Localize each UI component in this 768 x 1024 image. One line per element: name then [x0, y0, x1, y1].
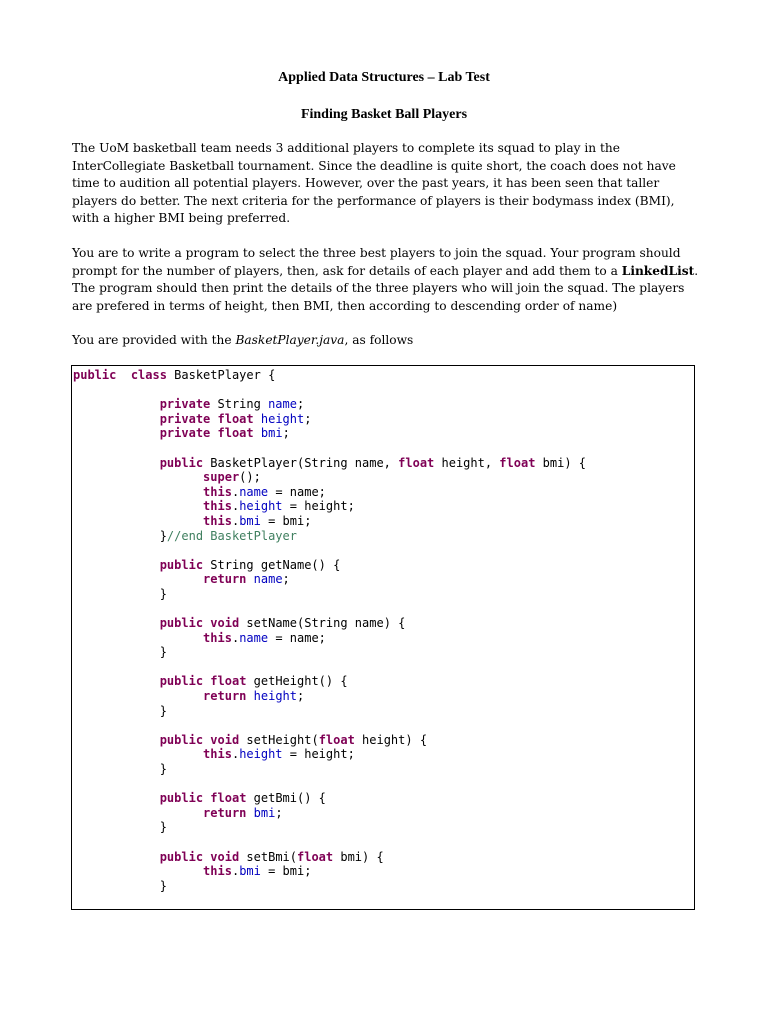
code-text: = bmi;	[260, 864, 312, 879]
code-comment: //end BasketPlayer	[166, 528, 297, 543]
code-text: setHeight(	[239, 732, 319, 747]
code-line	[73, 558, 586, 573]
code-keyword: private	[159, 397, 211, 412]
document-title: Applied Data Structures – Lab Test	[278, 70, 490, 85]
code-line	[73, 645, 586, 660]
code-text: }	[73, 645, 167, 660]
code-text: ;	[282, 572, 290, 587]
code-keyword: return	[203, 572, 247, 587]
code-keyword: float	[499, 455, 536, 470]
code-line	[73, 777, 586, 792]
code-line	[73, 660, 586, 675]
provided-file-name: BasketPlayer.java	[235, 333, 345, 347]
code-text	[73, 747, 203, 761]
code-keyword: return	[203, 689, 247, 704]
code-keyword: private	[159, 411, 211, 426]
code-text: bmi) {	[333, 849, 384, 864]
code-field: bmi	[239, 513, 261, 528]
code-text	[73, 572, 203, 586]
code-text	[73, 470, 203, 484]
code-text: ;	[275, 805, 283, 820]
code-line	[73, 499, 586, 514]
code-text: ;	[304, 411, 312, 426]
code-text	[73, 485, 203, 499]
task-paragraph-text-1: You are to write a program to select the three best players to join the squad. Your program should prompt for the number of players, then, ask for details of each player and add them to a	[72, 246, 681, 278]
code-field: height	[239, 747, 283, 762]
code-text: setBmi(	[239, 849, 297, 864]
code-line	[73, 485, 586, 500]
code-line	[73, 514, 586, 529]
code-text	[73, 689, 203, 703]
code-line	[73, 674, 586, 689]
code-text	[73, 733, 160, 747]
code-line	[73, 426, 586, 441]
code-text: }	[73, 878, 167, 893]
code-text	[73, 674, 160, 688]
code-keyword: float	[210, 674, 247, 689]
code-keyword: public	[159, 849, 204, 864]
code-field: height	[239, 499, 283, 514]
code-line	[73, 412, 586, 427]
code-text	[73, 616, 160, 630]
code-text	[116, 368, 130, 382]
code-line	[73, 441, 586, 456]
code-field: bmi	[253, 805, 276, 820]
code-text: = height;	[282, 499, 355, 514]
code-keyword: float	[318, 732, 355, 747]
code-text: }	[73, 820, 167, 835]
code-keyword: this	[203, 513, 232, 528]
code-keyword: this	[203, 864, 232, 879]
code-keyword: public	[159, 791, 204, 806]
code-field: height	[260, 411, 305, 426]
code-keyword: public	[159, 732, 204, 747]
code-text: .	[231, 499, 240, 514]
code-text: .	[231, 864, 240, 879]
code-text: .	[231, 484, 240, 499]
code-text	[246, 806, 253, 820]
linkedlist-term: LinkedList	[621, 263, 695, 278]
code-text: ;	[282, 426, 290, 441]
intro-paragraph: The UoM basketball team needs 3 additional players to complete its squad to play in the InterCollegiate Basketball tournament. Since the deadline is quite short, the coach does not have time to audition all potential players. However, over the past years, it has been seen that taller players do better. The next criteria for the performance of players is their bodymass index (BMI), with a higher BMI being preferred.	[72, 141, 676, 225]
code-keyword: return	[203, 805, 247, 820]
code-line	[73, 806, 586, 821]
code-field: name	[268, 397, 297, 412]
code-keyword: public	[73, 368, 117, 382]
code-text: getHeight() {	[246, 674, 348, 689]
code-line	[73, 747, 586, 762]
code-line	[73, 587, 586, 602]
code-line	[73, 850, 586, 865]
code-keyword: class	[130, 368, 167, 382]
provided-file-text-2: , as follows	[344, 333, 414, 347]
code-text: .	[231, 630, 240, 645]
code-line	[73, 529, 586, 544]
code-keyword: float	[297, 849, 334, 864]
code-line	[73, 791, 586, 806]
code-text: height,	[434, 455, 500, 470]
code-text	[73, 514, 203, 528]
code-text: .	[231, 747, 240, 762]
code-text	[73, 631, 203, 645]
code-listing-box	[71, 365, 695, 910]
code-text: = name;	[268, 630, 326, 645]
code-line	[73, 368, 586, 383]
code-line	[73, 602, 586, 617]
code-text	[73, 412, 160, 426]
code-text: }	[73, 528, 167, 543]
code-text: getBmi() {	[246, 791, 326, 806]
code-keyword: float	[210, 411, 254, 426]
code-keyword: float	[398, 455, 435, 470]
code-field: bmi	[260, 426, 283, 441]
code-line	[73, 704, 586, 719]
code-text	[73, 806, 203, 820]
code-line	[73, 470, 586, 485]
code-line	[73, 383, 586, 398]
code-text: ;	[296, 397, 305, 412]
code-field: bmi	[239, 864, 261, 879]
code-text: ();	[239, 470, 261, 485]
code-keyword: public	[159, 557, 204, 572]
code-text: String getName() {	[203, 557, 341, 572]
code-text: = height;	[282, 747, 355, 762]
code-keyword: this	[203, 484, 232, 499]
provided-file-text-1: You are provided with the	[72, 333, 236, 347]
code-field: height	[253, 689, 297, 704]
code-line	[73, 689, 586, 704]
code-keyword: private	[159, 426, 211, 441]
code-keyword: void	[210, 616, 240, 631]
code-keyword: public	[159, 674, 204, 689]
code-text	[73, 456, 160, 470]
code-text	[254, 412, 261, 426]
task-paragraph	[72, 245, 702, 315]
code-keyword: this	[203, 499, 232, 514]
code-field: name	[239, 630, 269, 645]
code-text: }	[73, 586, 167, 601]
code-line	[73, 572, 586, 587]
code-text	[73, 850, 160, 864]
provided-file-paragraph	[72, 332, 702, 350]
code-text	[73, 558, 160, 572]
code-text: }	[73, 762, 167, 777]
code-text: bmi) {	[535, 455, 586, 470]
code-text: BasketPlayer(String name,	[203, 455, 399, 470]
code-text: BasketPlayer {	[166, 368, 276, 382]
code-keyword: float	[210, 426, 254, 441]
code-line	[73, 456, 586, 471]
code-line	[73, 820, 586, 835]
code-text	[73, 499, 203, 513]
code-text: = bmi;	[260, 513, 312, 528]
code-text: ;	[297, 689, 305, 704]
code-listing	[73, 368, 586, 893]
code-text	[254, 426, 261, 440]
code-text: .	[231, 513, 240, 528]
task-paragraph-text-2: . The program should then print the details of the three players who will join the squad. The players are prefered in terms of height, then BMI, then according to descending order of name)	[72, 263, 699, 313]
code-text: height) {	[354, 732, 428, 747]
code-text: = name;	[268, 484, 326, 499]
code-keyword: void	[210, 849, 240, 864]
code-line	[73, 631, 586, 646]
document-subtitle: Finding Basket Ball Players	[300, 107, 468, 122]
code-line	[73, 718, 586, 733]
code-text: setName(String name) {	[239, 616, 406, 631]
code-keyword: public	[159, 455, 204, 470]
code-text	[246, 689, 253, 703]
code-field: name	[253, 572, 283, 587]
code-keyword: float	[210, 791, 247, 806]
code-text	[246, 572, 253, 586]
code-line	[73, 397, 586, 412]
code-keyword: this	[203, 630, 232, 645]
code-line	[73, 762, 586, 777]
code-text: }	[73, 703, 167, 718]
code-line	[73, 879, 586, 894]
code-line	[73, 616, 586, 631]
code-text	[73, 791, 160, 805]
code-text: String	[210, 397, 269, 412]
code-keyword: this	[203, 747, 232, 762]
code-line	[73, 835, 586, 850]
code-line	[73, 864, 586, 879]
code-text	[73, 864, 203, 878]
code-text	[73, 397, 160, 411]
code-line	[73, 733, 586, 748]
code-text	[73, 426, 160, 440]
code-keyword: void	[210, 732, 240, 747]
code-keyword: super	[203, 470, 240, 485]
code-field: name	[239, 484, 269, 499]
code-keyword: public	[159, 616, 204, 631]
code-line	[73, 543, 586, 558]
